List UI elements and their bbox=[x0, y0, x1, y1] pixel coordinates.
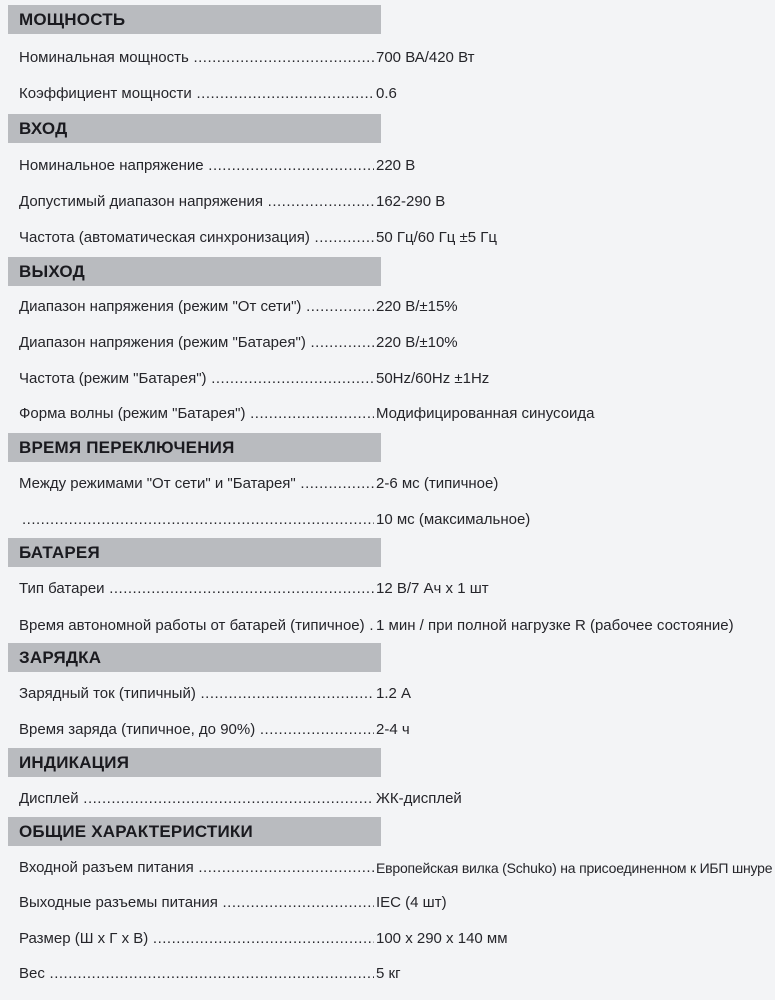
spec-label: Между режимами "От сети" и "Батарея" ..... bbox=[19, 473, 374, 495]
spec-row bbox=[0, 719, 775, 741]
spec-row bbox=[0, 155, 775, 177]
spec-row bbox=[0, 368, 775, 390]
spec-row bbox=[0, 403, 775, 425]
section-title: МОЩНОСТЬ bbox=[19, 10, 126, 29]
spec-value: 220 В/±15% bbox=[376, 298, 458, 315]
spec-row bbox=[0, 47, 775, 69]
spec-value: Модифицированная синусоида bbox=[376, 405, 595, 422]
section-header-charging bbox=[8, 643, 381, 672]
spec-row bbox=[0, 963, 775, 985]
spec-label: Диапазон напряжения (режим "От сети") ..... bbox=[19, 296, 374, 318]
spec-row bbox=[0, 788, 775, 810]
section-title: БАТАРЕЯ bbox=[19, 543, 100, 562]
spec-value: Европейская вилка (Schuko) на присоединенном к ИБП шнуре bbox=[376, 860, 773, 876]
spec-row bbox=[0, 578, 775, 600]
spec-label: Частота (автоматическая синхронизация) ..... bbox=[19, 227, 374, 249]
spec-value: 162-290 В bbox=[376, 193, 446, 210]
section-header-power bbox=[8, 5, 381, 34]
spec-label: Дисплей ..... bbox=[19, 788, 374, 810]
spec-label: Время заряда (типичное, до 90%) ..... bbox=[19, 719, 374, 741]
spec-label: Допустимый диапазон напряжения ..... bbox=[19, 191, 374, 213]
spec-label: Время автономной работы от батарей (типичное) ..... bbox=[19, 615, 374, 637]
section-header-output bbox=[8, 257, 381, 286]
spec-value: 50 Гц/60 Гц ±5 Гц bbox=[376, 229, 497, 246]
spec-value: 100 х 290 х 140 мм bbox=[376, 930, 508, 947]
spec-value: 700 ВА/420 Вт bbox=[376, 49, 475, 66]
spec-label: Тип батареи ..... bbox=[19, 578, 374, 600]
section-header-battery bbox=[8, 538, 381, 567]
spec-row bbox=[0, 191, 775, 213]
spec-label: Коэффициент мощности ..... bbox=[19, 83, 374, 105]
spec-label: Вес ..... bbox=[19, 963, 374, 985]
spec-row bbox=[0, 296, 775, 318]
section-title: ОБЩИЕ ХАРАКТЕРИСТИКИ bbox=[19, 822, 253, 841]
spec-label: Номинальное напряжение ..... bbox=[19, 155, 374, 177]
spec-value: 2-6 мс (типичное) bbox=[376, 475, 499, 492]
spec-label: Размер (Ш х Г х В) ..... bbox=[19, 928, 374, 950]
section-title: ИНДИКАЦИЯ bbox=[19, 753, 130, 772]
spec-row bbox=[0, 473, 775, 495]
spec-value: IEC (4 шт) bbox=[376, 894, 447, 911]
spec-label: Номинальная мощность ..... bbox=[19, 47, 374, 69]
spec-row bbox=[0, 928, 775, 950]
spec-label: Выходные разъемы питания ..... bbox=[19, 892, 374, 914]
spec-row bbox=[0, 332, 775, 354]
spec-label: Входной разъем питания ..... bbox=[19, 857, 374, 879]
spec-value: 0.6 bbox=[376, 85, 397, 102]
section-title: ВРЕМЯ ПЕРЕКЛЮЧЕНИЯ bbox=[19, 438, 235, 457]
spec-row bbox=[0, 857, 775, 879]
section-header-indication bbox=[8, 748, 381, 777]
spec-value: 12 В/7 Ач х 1 шт bbox=[376, 580, 489, 597]
spec-row bbox=[0, 509, 775, 531]
spec-label bbox=[22, 509, 374, 531]
spec-row bbox=[0, 683, 775, 705]
spec-value: ЖК-дисплей bbox=[376, 790, 462, 807]
spec-row bbox=[0, 892, 775, 914]
spec-value: 5 кг bbox=[376, 965, 401, 982]
spec-value: 10 мс (максимальное) bbox=[376, 511, 531, 528]
spec-row bbox=[0, 83, 775, 105]
spec-label: Форма волны (режим "Батарея") ..... bbox=[19, 403, 374, 425]
section-header-general bbox=[8, 817, 381, 846]
section-title: ВЫХОД bbox=[19, 262, 85, 281]
spec-row bbox=[0, 227, 775, 249]
section-header-transfer-time bbox=[8, 433, 381, 462]
spec-label: Частота (режим "Батарея") ..... bbox=[19, 368, 374, 390]
spec-value: 1.2 А bbox=[376, 685, 412, 702]
section-title: ВХОД bbox=[19, 119, 68, 138]
spec-value: 220 В/±10% bbox=[376, 334, 458, 351]
section-title: ЗАРЯДКА bbox=[19, 648, 102, 667]
spec-label: Диапазон напряжения (режим "Батарея") ..... bbox=[19, 332, 374, 354]
spec-value: 1 мин / при полной нагрузке R (рабочее состояние) bbox=[376, 617, 734, 634]
spec-row bbox=[0, 615, 775, 637]
spec-value: 50Hz/60Hz ±1Hz bbox=[376, 370, 490, 387]
spec-value: 220 В bbox=[376, 157, 416, 174]
spec-value: 2-4 ч bbox=[376, 721, 410, 738]
section-header-input bbox=[8, 114, 381, 143]
spec-label: Зарядный ток (типичный) ..... bbox=[19, 683, 374, 705]
